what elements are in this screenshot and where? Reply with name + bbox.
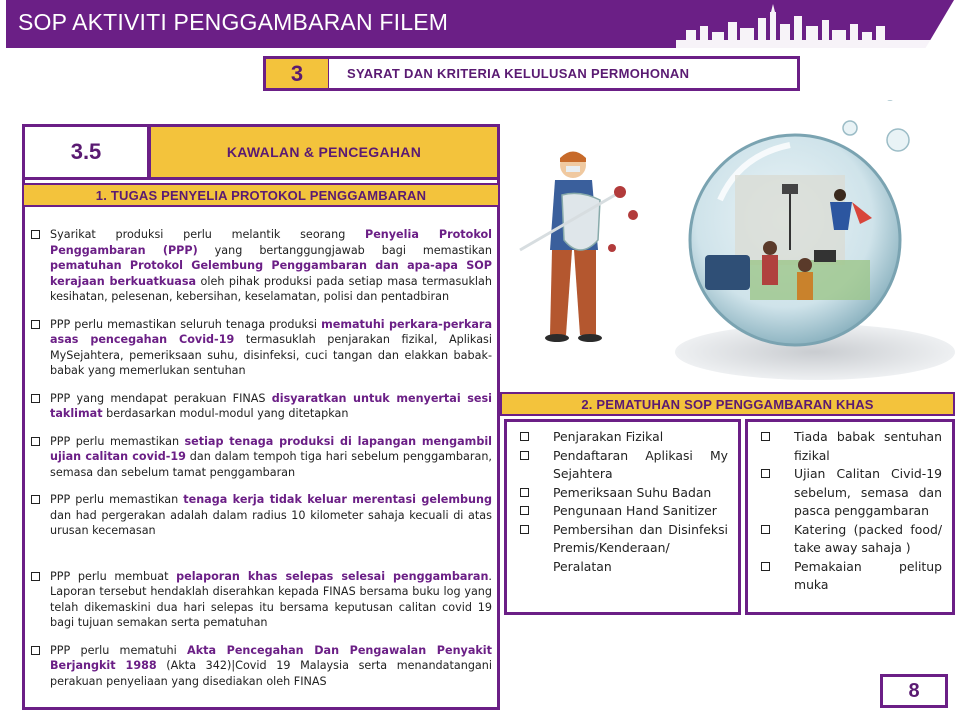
- checkbox-icon: [31, 437, 40, 446]
- checkbox-icon: [31, 646, 40, 655]
- sop-item-label: Tiada babak sentuhan fizikal: [794, 429, 942, 463]
- checkbox-icon: [520, 432, 529, 441]
- highlight-text: pelaporan khas selepas selesai penggambaran: [176, 569, 489, 583]
- checkbox-icon: [761, 432, 770, 441]
- body-text: PPP perlu memastikan seluruh tenaga produksi: [50, 317, 322, 331]
- body-text: PPP perlu membuat: [50, 569, 177, 583]
- sop-item: [758, 428, 942, 465]
- sop-item-label: Pemakaian pelitup muka: [794, 558, 942, 592]
- city-skyline-icon: [676, 4, 946, 50]
- checkbox-icon: [520, 525, 529, 534]
- highlight-text: mematuhi perkara-perkara asas pencegahan Covid-19: [50, 317, 492, 346]
- sop-compliance-list-left: [504, 419, 741, 615]
- checkbox-icon: [31, 320, 40, 329]
- checkbox-icon: [761, 525, 770, 534]
- page-number: 8: [880, 674, 948, 708]
- checkbox-icon: [31, 394, 40, 403]
- sop-item: [758, 521, 942, 558]
- sop-compliance-list-right: [745, 419, 955, 615]
- sop-item-label: Pemeriksaan Suhu Badan: [553, 484, 712, 500]
- body-text: oleh pihak produksi pada setiap masa termasuklah kesihatan, pelesenan, kebersihan, keselamatan, polisi dan pentadbiran: [50, 274, 492, 303]
- checkbox-icon: [520, 488, 529, 497]
- page-title: SOP AKTIVITI PENGGAMBARAN FILEM: [18, 9, 449, 35]
- sop-item: [758, 558, 942, 595]
- duty-item: [30, 391, 492, 422]
- duty-item: [30, 434, 492, 481]
- sop-item: [517, 447, 728, 484]
- body-text: PPP perlu memastikan: [50, 434, 185, 448]
- checkbox-icon: [761, 469, 770, 478]
- ppp-duties-list: [30, 227, 492, 701]
- highlight-text: tenaga kerja tidak keluar merentasi gelembung: [183, 493, 492, 506]
- body-text: . Laporan tersebut hendaklah diserahkan kepada FINAS bersama buku log yang telah dikemaskini dua hari selepas itu bersama keputusan calitan covid 19 bagi tujuan semakan serta pematuhan: [50, 569, 492, 629]
- sop-item-label: Pembersihan dan Disinfeksi Premis/Kenderaan/ Peralatan: [553, 521, 728, 574]
- sop-item: [517, 484, 728, 503]
- sop-item-label: Penjarakan Fizikal: [553, 429, 664, 444]
- highlight-text: Penyelia Protokol Penggambaran (PPP): [50, 228, 493, 257]
- bubble-protection-illustration: [500, 100, 960, 390]
- sop-item-label: Pendaftaran Aplikasi My Sejahtera: [553, 447, 728, 481]
- section-number: 3: [263, 56, 331, 91]
- sop-item-label: Pengunaan Hand Sanitizer: [553, 503, 717, 518]
- highlight-text: Akta Pencegahan Dan Pengawalan Penyakit Berjangkit 1988: [50, 643, 492, 672]
- part2-heading: 2. PEMATUHAN SOP PENGGAMBARAN KHAS: [500, 392, 955, 416]
- sop-item: [517, 521, 728, 577]
- body-text: dan had pergerakan adalah dalam radius 10 kilometer sahaja kecuali di atas urusan kecemasan: [50, 508, 492, 537]
- sop-item-label: Ujian Calitan Civid-19 sebelum, semasa dan pasca penggambaran: [794, 466, 942, 518]
- sop-item: [517, 502, 728, 521]
- highlight-text: setiap tenaga produksi di lapangan mengambil ujian calitan covid-19: [50, 434, 492, 463]
- body-text: termasuklah penjarakan fizikal, Aplikasi MySejahtera, pemeriksaan suhu, disinfeksi, cuci tangan dan elakkan babak-babak yang memerlukan sentuhan: [50, 333, 492, 377]
- body-text: yang bertanggungjawab bagi memastikan: [197, 243, 492, 257]
- highlight-text: pematuhan Protokol Gelembung Penggambaran dan apa-apa SOP kerajaan berkuatkuasa: [50, 259, 492, 288]
- body-text: PPP perlu memastikan: [50, 493, 184, 506]
- sop-item-label: Katering (packed food/ take away sahaja ): [794, 521, 942, 555]
- checkbox-icon: [31, 572, 40, 581]
- checkbox-icon: [31, 230, 40, 239]
- checkbox-icon: [761, 562, 770, 571]
- body-text: dan dalam tempoh tiga hari sebelum penggambaran, semasa dan sebelum tamat penggambaran: [50, 450, 492, 479]
- body-text: PPP perlu mematuhi: [50, 643, 188, 657]
- duty-item: [30, 643, 492, 690]
- duty-item: [30, 227, 492, 305]
- highlight-text: disyaratkan untuk menyertai sesi taklimat: [50, 391, 492, 420]
- duty-item: [30, 317, 492, 379]
- duty-item: [30, 492, 492, 539]
- body-text: (Akta 342)|Covid 19 Malaysia serta menandatangani perakuan penyeliaan yang disediakan oleh FINAS: [50, 659, 492, 688]
- subsection-number: 3.5: [22, 124, 150, 180]
- part1-heading: 1. TUGAS PENYELIA PROTOKOL PENGGAMBARAN: [22, 183, 500, 207]
- body-text: Syarikat produksi perlu melantik seorang: [50, 228, 366, 241]
- sop-item: [758, 465, 942, 521]
- subsection-title: KAWALAN & PENCEGAHAN: [148, 124, 500, 180]
- body-text: berdasarkan modul-modul yang ditetapkan: [102, 407, 349, 420]
- checkbox-icon: [31, 495, 40, 504]
- duty-item: [30, 569, 492, 631]
- checkbox-icon: [520, 451, 529, 460]
- sop-item: [517, 428, 728, 447]
- body-text: PPP yang mendapat perakuan FINAS: [50, 391, 272, 405]
- section-title: SYARAT DAN KRITERIA KELULUSAN PERMOHONAN: [329, 56, 800, 91]
- checkbox-icon: [520, 506, 529, 515]
